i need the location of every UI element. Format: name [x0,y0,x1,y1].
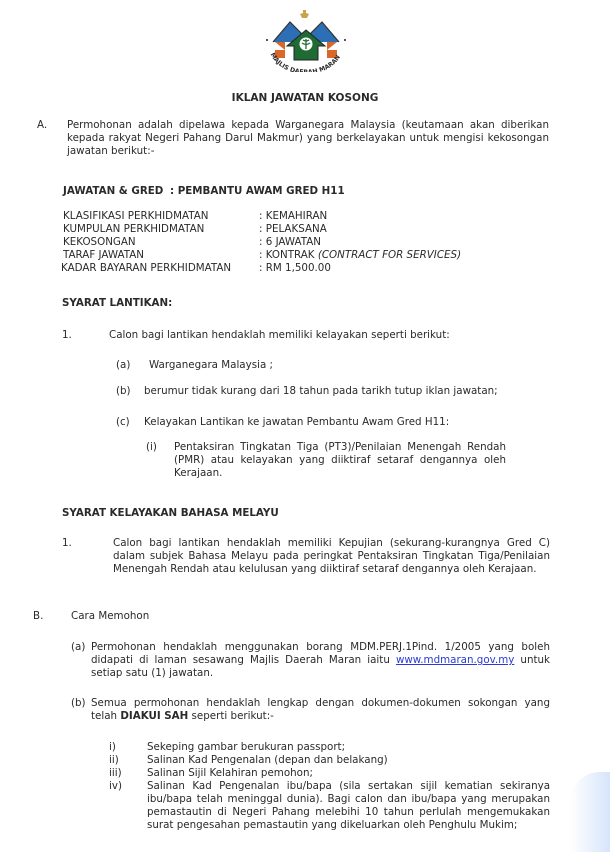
position-label: JAWATAN & GRED [63,185,164,197]
item-c-text: Kelayakan Lantikan ke jawatan Pembantu Awam Gred H11: [144,416,450,428]
sub-item-i-label: (i) [146,441,157,453]
detail-row-kekosongan [63,236,533,249]
detail-value: : RM 1,500.00 [259,262,331,274]
detail-value: : KEMAHIRAN [259,210,328,222]
syarat-lantikan-intro: Calon bagi lantikan hendaklah memiliki kelayakan seperti berikut: [109,329,450,341]
detail-row-kadar [61,262,531,275]
detail-value: : 6 JAWATAN [259,236,322,248]
item-a-text: Warganegara Malaysia ; [149,359,273,371]
document-title: IKLAN JAWATAN KOSONG [231,92,379,104]
detail-value: : KONTRAK (CONTRACT FOR SERVICES) [259,249,462,261]
document-label: iii) [109,767,122,779]
section-a-text: Permohonan adalah dipelawa kepada Warganegara Malaysia (keutamaan akan diberikan kepada rakyat Negeri Pahang Darul Makmur) yang berkelayakan untuk mengisi kekosongan jawatan berikut:- [67,119,549,157]
detail-row-kumpulan [63,223,533,236]
document-label: i) [109,741,116,753]
position-value: : PEMBANTU AWAM GRED H11 [170,185,345,197]
item-b-text: berumur tidak kurang dari 18 tahun pada tarikh tutup iklan jawatan; [144,385,498,397]
page-corner-shadow [570,772,610,852]
section-b-heading: Cara Memohon [71,610,150,622]
syarat-lantikan-number: 1. [62,329,72,341]
cara-b-text: Semua permohonan hendaklah lengkap dengan dokumen-dokumen sokongan yang telah DIAKUI SAH seperti berikut:- [91,697,550,722]
document-text: Salinan Kad Pengenalan ibu/bapa (sila sertakan sijil kematian sekiranya ibu/bapa telah meninggal dunia). Bagi calon dan ibu/bapa yang merupakan pemastautin di Negeri Pahang melebihi 10 tahun perlulah mengemukakan surat pengesahan pemastautin yang dikeluarkan oleh Penghulu Mukim; [147,780,550,831]
bahasa-melayu-number: 1. [62,537,72,549]
detail-key: KLASIFIKASI PERKHIDMATAN [63,210,209,222]
bahasa-melayu-heading: SYARAT KELAYAKAN BAHASA MELAYU [62,507,279,519]
document-label: ii) [109,754,119,766]
bahasa-melayu-text: Calon bagi lantikan hendaklah memiliki Kepujian (sekurang-kurangnya Gred C) dalam subjek Bahasa Melayu pada peringkat Pentaksiran Tingkatan Tiga/Penilaian Menengah Rendah atau kelulusan yang diiktiraf setaraf dengannya oleh Kerajaan. [113,537,550,575]
document-text: Salinan Sijil Kelahiran pemohon; [147,767,313,779]
detail-row-klasifikasi [63,210,533,223]
website-link[interactable]: www.mdmaran.gov.my [395,654,515,666]
svg-text:MAJLIS DAERAH MARAN: MAJLIS DA H MARAN [268,51,342,72]
document-text: Sekeping gambar berukuran passport; [147,741,346,753]
document-text: Salinan Kad Pengenalan (depan dan belakang) [147,754,388,766]
item-b-label: (b) [116,385,131,397]
section-a-label: A. [37,119,48,131]
item-c-label: (c) [116,416,130,428]
sub-item-i-text: Pentaksiran Tingkatan Tiga (PT3)/Penilaian Menengah Rendah (PMR) atau kelayakan yang diiktiraf setaraf dengannya oleh Kerajaan. [174,441,506,479]
syarat-lantikan-heading: SYARAT LANTIKAN: [62,297,173,309]
detail-value: : PELAKSANA [259,223,327,235]
item-a-label: (a) [116,359,131,371]
document-label: iv) [109,780,122,792]
cara-b-label: (b) [71,697,86,709]
section-b-label: B. [33,610,44,622]
detail-key: KEKOSONGAN [63,236,136,248]
cara-a-text: Permohonan hendaklah menggunakan borang MDM.PERJ.1Pind. 1/2005 yang boleh didapati di laman sesawang Majlis Daerah Maran iaitu www.mdmaran.gov.my untuk setiap satu (1) jawatan. [91,641,550,679]
cara-a-label: (a) [71,641,86,653]
detail-key: TARAF JAWATAN [63,249,144,261]
detail-row-taraf [63,249,533,262]
detail-key: KUMPULAN PERKHIDMATAN [63,223,205,235]
detail-key: KADAR BAYARAN PERKHIDMATAN [61,262,232,274]
majlis-daerah-maran-logo [253,8,359,72]
